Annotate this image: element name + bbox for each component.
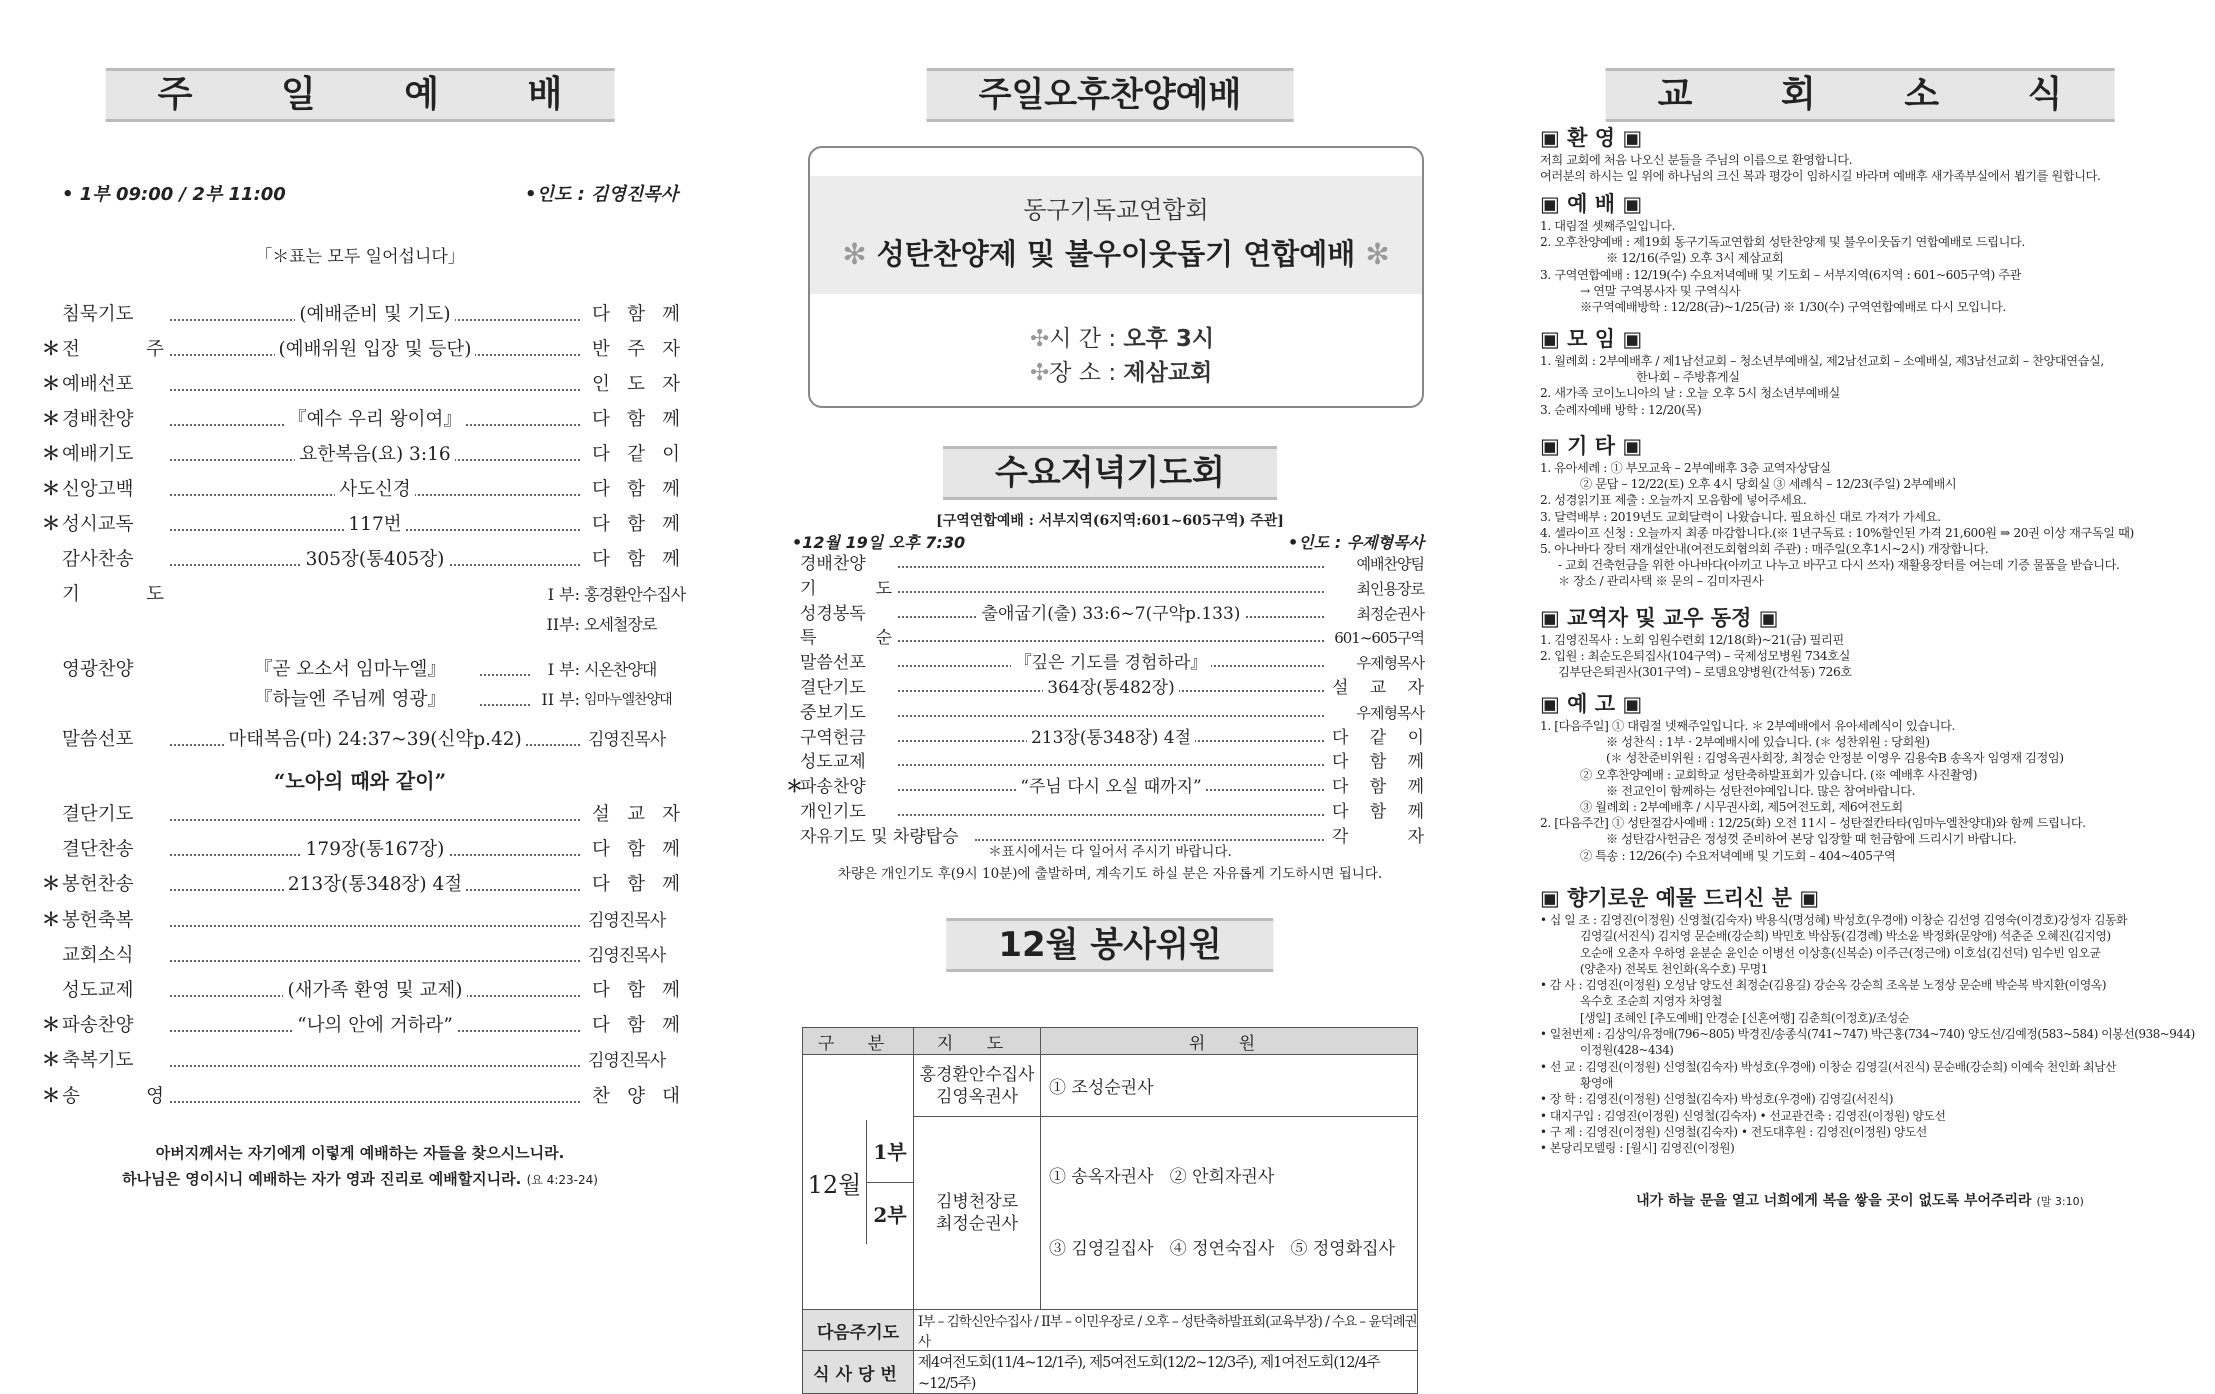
news-line: • 구 제 : 김영진(이정원) 신영철(김숙자) • 전도대후원 : 김영진(이정원) 양도선 [1540,1124,1927,1139]
standing-mark: ＊ [41,444,61,465]
sermon-label: 말씀선포 [62,729,134,750]
order-item-person: 설 교 자 [592,804,680,825]
order-item-row [40,405,680,435]
section-heading: ▣ 환 영 ▣ [1540,126,1643,150]
sunday-worship-column [40,0,686,1240]
order-item-content: 305장(통405장) [302,549,449,570]
offering-body [1540,912,2195,1156]
section-heading: ▣ 향기로운 예물 드리신 분 ▣ [1540,886,1820,910]
order-item-row [40,510,680,540]
sermon-title: “노아의 때와 같이” [273,769,447,793]
wednesday-item-row [800,602,1424,626]
asterisk-icon: ✻ [1355,237,1390,271]
order-item-person: 인 도 자 [592,374,680,395]
order-item-row [40,335,680,365]
order-item-person: 찬 양 대 [592,1085,680,1107]
meeting-body [1540,353,2180,418]
order-item-row [40,906,680,936]
news-line: [생일] 조혜인 [추도예배] 안경순 [신혼여행] 김춘희(이정호)/조성순 [1580,1010,1909,1025]
news-line: 저희 교회에 처음 나오신 분들을 주님의 이름으로 환영합니다. [1540,153,1853,167]
order-item-label: 침묵기도 [62,304,134,325]
news-line: 오순애 오춘자 우하영 윤분순 윤인순 이병선 이상흥(신복순) 이주근(정근애) 이호섭(김선덕) 임수빈 임오균 [1580,945,2101,960]
news-line: • 일천번제 : 김상익/유정애(796~805) 박경진/송종식(741~747) 박근홍(734~740) 양도선/김예정(583~584) 이봉선(938~944) [1540,1027,2195,1042]
union-organization: 동구기독교연합회 [1023,196,1209,224]
service-committee-table [802,1027,1418,1394]
glory-row-2 [40,685,680,715]
wednesday-item-label: 성도교제 [800,752,866,773]
order-item-row [40,976,680,1006]
order-item-content: 179장(통167장) [302,839,449,860]
wednesday-item-person: 각 자 [1332,826,1424,847]
order-item-label: 예배선포 [62,374,134,395]
order-item-row [40,440,680,470]
order-item-row [40,475,680,505]
order-item-person: 다 함 께 [592,409,680,430]
part-1-cell: 1부 [867,1120,913,1183]
standing-note: 「＊표는 모두 일어섭니다」 [255,247,465,267]
prayer-part2-name: 오세철장로 [584,615,657,634]
order-item-person: 다 함 께 [592,304,680,325]
standing-mark: ＊ [41,1085,61,1107]
standing-mark: ＊ [41,479,61,500]
wednesday-item-row [800,552,1424,576]
wednesday-item-content: “주님 다시 오실 때까지” [1016,777,1205,797]
service-leader: •인도 : 김영진목사 [525,184,678,205]
footer-reference: (말 3:10) [2036,1195,2084,1208]
standing-mark: ＊ [41,1015,61,1037]
wednesday-item-person: 다 같 이 [1332,727,1424,748]
order-item-person: 다 함 께 [592,549,680,570]
order-item-label: 봉헌축복 [62,909,134,931]
leader-name: 최정순권사 [935,1214,1019,1234]
prayer-label: 기 도 [62,584,164,605]
sunday-worship-title: 주 일 예 배 [106,68,615,122]
sermon-preacher: 김영진목사 [588,730,666,750]
service-committee-title: 12월 봉사위원 [946,918,1273,972]
section-worship [1540,190,2180,315]
footer-reference: (요 4:23-24) [526,1173,598,1187]
order-item-label: 축복기도 [62,1050,134,1072]
order-item-content: “나의 안에 거하라” [293,1015,457,1036]
order-item-person: 김영진목사 [588,945,666,966]
wednesday-time: •12월 19일 오후 7:30 [792,533,966,552]
order-item-label: 전 주 [62,339,164,360]
glory-part1-label: I 부: [547,660,580,679]
standing-mark: ＊ [41,514,61,535]
order-item-label: 성도교제 [62,980,134,1001]
news-line: • 대지구입 : 김영진(이정원) 신영철(김숙자) • 선교관건축 : 김영진(이정원) 양도선 [1540,1108,1946,1123]
news-line: • 선 교 : 김영진(이정원) 신영철(김숙자) 박성호(우경애) 이창순 김영길(서진식) 문순배(강순희) 이예숙 천인화 최남산 [1540,1059,2117,1074]
news-line: 김영길(서진식) 김지영 문순배(강순희) 박민호 박삼동(김경례) 박소윤 박정화(문양애) 석춘준 오혜진(김지영) [1580,929,2111,944]
wednesday-item-row [800,726,1424,750]
glory-part2-choir: 임마누엘찬양대 [584,692,672,708]
union-service-box [808,146,1424,408]
wednesday-item-person: 다 함 께 [1332,802,1424,822]
news-line: 1. 월례회 : 2부예배후 / 제1남선교회 – 청소년부예배실, 제2남선교회 – 소예배실, 제3남선교회 – 찬양대연습실, [1540,354,2104,368]
glory-song-2: 『하늘엔 주님께 영광』 [250,689,450,710]
wednesday-item-label: 경배찬양 [800,554,866,574]
order-item-label: 감사찬송 [62,549,134,570]
wednesday-prayer-title: 수요저녁기도회 [943,446,1277,500]
news-line: 2. 새가족 코이노니아의 날 : 오늘 오후 5시 청소년부예배실 [1540,386,1840,401]
prayer-part1-name: 홍경환안수집사 [584,585,686,604]
section-welcome [1540,124,2180,184]
wednesday-item-label: 파송찬양 [800,777,866,798]
leader-name: 홍경환안수집사 [919,1064,1035,1085]
table-cell [803,1055,914,1310]
order-item-person: 다 함 께 [592,839,680,861]
section-heading: ▣ 예 배 ▣ [1540,192,1643,216]
section-meeting [1540,325,2180,418]
news-line: 1. [다음주일] ① 대림절 넷째주일입니다. ＊ 2부예배에서 유아세례식이 있습니다. [1540,719,1956,733]
wednesday-item-label: 자유기도 및 차량탑승 [800,826,959,847]
news-line: 3. 순례자예배 방학 : 12/20(목) [1540,402,1702,417]
staff-body [1540,632,2180,681]
order-item-label: 봉헌찬송 [62,874,134,896]
wednesday-item-label: 구역헌금 [800,727,866,748]
news-line: 1. 유아세례 : ① 부모교육 – 2부예배후 3층 교역자상담실 [1540,461,1831,475]
order-item-row [40,1011,680,1041]
order-item-row [40,835,680,865]
part-2-cell: 2부 [873,1202,907,1227]
news-line: ※ 12/16(주일) 오후 3시 제삼교회 [1606,251,1784,266]
order-item-content: 117번 [344,514,405,535]
news-line: - 교회 건축헌금을 위한 아나바다(아끼고 나누고 바꾸고 다시 쓰자) 재활용장터를 여는데 기증 물품을 받습니다. [1558,558,2120,573]
wednesday-item-person: 다 함 께 [1332,777,1424,798]
sermon-row [40,725,680,755]
wednesday-item-row [800,750,1424,774]
next-prayer-value: I부 – 김학신안수집사 / II부 – 이민우장로 / 오후 – 성탄축하발표회(교육부장) / 수요 – 윤덕례권사 [914,1310,1418,1351]
order-item-label: 송 영 [62,1085,164,1107]
standing-mark: ＊ [41,874,61,896]
wednesday-item-label: 특 순 [800,628,892,649]
standing-mark: ＊ [786,777,803,798]
wednesday-item-content: 『깊은 기도를 경험하라』 [1011,653,1212,673]
church-news-title: 교 회 소 식 [1606,68,2115,122]
member-list: ③ 김영길집사 ④ 정연숙집사 ⑤ 정영화집사 [1049,1239,1395,1259]
news-line: → 연말 구역봉사자 및 구역식사 [1580,283,1741,298]
order-item-row [40,800,680,830]
column3-footer [1540,1190,2180,1210]
wednesday-item-person: 다 함 께 [1332,752,1424,773]
union-time: ✣시 간 : 오후 3시 [1030,326,1215,352]
news-line: 3. 구역연합예배 : 12/19(수) 수요저녁예배 및 기도회 – 서부지역(6지역 : 601~605구역) 주관 [1540,267,2022,282]
news-line: 여러분의 하시는 일 위에 하나님의 크신 복과 평강이 임하시길 바라며 예배후 새가족부실에서 뵙기를 원합니다. [1540,169,2101,184]
order-item-content: (예배준비 및 기도) [295,304,454,325]
news-line: 2. 입원 : 최순도은퇴집사(104구역) – 국제성모병원 734호실 [1540,649,1850,664]
order-item-person: 김영진목사 [588,1051,666,1072]
wednesday-vehicle-note: 차량은 개인기도 후(9시 10분)에 출발하며, 계속기도 하실 분은 자유롭게 기도하시면 됩니다. [837,866,1383,882]
order-item-person: 다 함 께 [592,479,680,500]
order-item-person: 다 함 께 [592,874,680,896]
glory-song-1: 『곧 오소서 임마누엘』 [250,659,450,680]
order-item-content: (예배위원 입장 및 등단) [275,339,476,360]
wednesday-item-content: 364장(통482장) [1043,678,1178,698]
wednesday-item-label: 중보기도 [800,702,866,723]
notice-body [1540,718,2180,864]
order-item-row [40,1046,680,1076]
asterisk-icon: ✻ [842,237,877,271]
leader-name: 김영옥권사 [935,1086,1019,1107]
worship-body [1540,218,2180,315]
order-item-content: (새가족 환영 및 교제) [283,980,466,1001]
union-place: ✣장 소 : 제삼교회 [1030,360,1213,386]
member-list: ① 송옥자권사 ② 안희자권사 [1049,1167,1275,1187]
footer-verse: 내가 하늘 문을 열고 너희에게 복을 쌓을 곳이 없도록 부어주리라 [1636,1193,2032,1209]
section-staff [1540,604,2180,681]
section-heading: ▣ 교역자 및 교우 동정 ▣ [1540,606,1779,630]
order-item-row [40,370,680,400]
meal-duty-value: 제4여전도회(11/4~12/1주), 제5여전도회(12/2~12/3주), 제1여전도회(12/4주~12/5주) [914,1351,1418,1394]
table-cell [914,1117,1041,1310]
prayer-part2-label: II부: [546,615,580,634]
service-times: • 1부 09:00 / 2부 11:00 [62,184,286,205]
order-item-label: 예배기도 [62,444,134,465]
table-header: 구 분 [803,1028,914,1055]
standing-mark: ＊ [41,409,61,430]
news-line: ② 문답 – 12/22(토) 오후 4시 당회실 ③ 세례식 – 12/23(주일) 2부예배시 [1580,477,1957,492]
wednesday-item-person: 설 교 자 [1332,678,1424,698]
news-line: • 십 일 조 : 김영진(이정원) 신영철(김숙자) 박용식(명성혜) 박성호(우경애) 이창순 김선영 김영숙(이경호)강성자 김동화 [1540,913,2128,927]
section-heading: ▣ 모 임 ▣ [1540,327,1643,351]
news-line: 김부단은퇴권사(301구역) – 로뎀요양병원(간석동) 726호 [1558,665,1852,680]
section-notice [1540,690,2180,864]
news-line: 이정원(428~434) [1580,1043,1674,1058]
order-item-label: 경배찬양 [62,409,134,430]
glory-part2-label: II 부: [541,690,580,709]
wednesday-host-note: [구역연합예배 : 서부지역(6지역:601~605구역) 주관] [936,513,1284,529]
news-line: 1. 대림절 셋째주일입니다. [1540,219,1675,233]
order-item-label: 교회소식 [62,944,134,966]
welcome-body [1540,152,2180,184]
news-line: 2. 오후찬양예배 : 제19회 동구기독교연합회 성탄찬양제 및 불우이웃돕기 연합예배로 드립니다. [1540,235,2025,250]
table-header: 위 원 [1041,1028,1418,1055]
wednesday-item-person: 예배찬양팀 [1356,555,1424,573]
wednesday-item-content: 213장(통348장) 4절 [1027,728,1195,748]
news-line: ※구역예배방학 : 12/28(금)~1/25(금) ※ 1/30(수) 구역연합예배로 다시 모입니다. [1580,300,2006,315]
order-item-label: 성시교독 [62,514,134,535]
standing-mark: ＊ [41,1050,61,1072]
wednesday-item-person: 최인용장로 [1356,579,1424,598]
wednesday-item-row [800,626,1424,650]
wednesday-item-label: 성경봉독 [800,603,866,624]
footer-line-2: 하나님은 영이시니 예배하는 자가 영과 진리로 예배할지니라. [122,1170,522,1188]
wednesday-item-person: 최정순권사 [1356,604,1424,623]
news-line: ② 오후찬양예배 : 교회학교 성탄축하발표회가 있습니다. (※ 예배후 사진촬영) [1580,767,1978,782]
section-etc [1540,432,2180,590]
order-item-label: 결단찬송 [62,839,134,861]
news-line: • 본당리모델링 : [월시] 김영진(이정원) [1540,1141,1735,1156]
news-line: 4. 셀라이프 신청 : 오늘까지 최종 마감합니다.(※ 1년구독료 : 10%할인된 가격 21,600원 ⇒ 20권 이상 재구독일 때) [1540,525,2134,540]
wednesday-item-row [800,651,1424,675]
glory-row [40,655,680,685]
wednesday-item-row [800,800,1424,824]
news-line: • 장 학 : 김영진(이정원) 신영철(김숙자) 박성호(우경애) 김영길(서진식) [1540,1092,1894,1107]
table-cell [914,1055,1041,1117]
standing-mark: ＊ [41,339,61,360]
wednesday-item-row [800,676,1424,700]
order-item-label: 파송찬양 [62,1015,134,1037]
wednesday-item-person: 601~605구역 [1334,629,1424,648]
leader-name: 김병천장로 [935,1192,1019,1212]
wednesday-item-row [800,701,1424,725]
order-item-label: 결단기도 [62,804,134,825]
order-item-row [40,300,680,330]
order-item-content: 213장(통348장) 4절 [284,874,466,895]
order-item-row [40,870,680,900]
standing-mark: ＊ [41,374,61,395]
order-item-person: 다 함 께 [592,514,680,535]
order-item-content: 요한복음(요) 3:16 [295,444,454,465]
news-line: (양춘자) 전복토 천인화(옥수호) 무명1 [1580,961,1768,976]
table-cell [1041,1117,1418,1310]
column1-footer [40,1140,680,1193]
section-offering [1540,884,2195,1156]
news-line: 한나회 – 주방휴게실 [1636,370,1740,385]
news-line: ※ 성탄감사헌금은 정성껏 준비하여 본당 입장할 때 헌금함에 드리시기 바랍니다. [1606,832,2017,847]
wednesday-leader: •인도 : 우제형목사 [1288,533,1424,552]
news-line: • 감 사 : 김영진(이정원) 오성남 양도선 최정순(김용길) 강순옥 강순희 조옥분 노정상 문순배 박순복 박지환(이영옥) [1540,978,2107,993]
news-line: 2. 성경읽기표 제출 : 오늘까지 모음함에 넣어주세요. [1540,493,1807,508]
news-line: 5. 아나바다 장터 재개설안내(여전도회협의회 주관) : 매주일(오후1시~2시) 개장합니다. [1540,542,1989,557]
news-line: 3. 달력배부 : 2019년도 교회달력이 나왔습니다. 필요하신 대로 가져가 가세요. [1540,509,1941,524]
order-item-person: 다 함 께 [592,1015,680,1037]
news-line: 1. 김영진목사 : 노회 임원수련회 12/18(화)~21(금) 필리핀 [1540,633,1844,647]
glory-label: 영광찬양 [62,659,134,680]
news-line: ② 특송 : 12/26(수) 수요저녁예배 및 기도회 – 404~405구역 [1580,848,1896,863]
wednesday-item-row [800,577,1424,601]
member-cell: ① 조성순권사 [1041,1055,1418,1117]
order-item-person: 반 주 자 [592,339,680,360]
order-item-row [40,941,680,971]
next-prayer-label: 다음주기도 [803,1310,914,1351]
news-line: ③ 월례회 : 2부예배후 / 시무권사회, 제5여전도회, 제6여전도회 [1580,800,1903,815]
news-line: 2. [다음주간] ① 성탄절감사예배 : 12/25(화) 오전 11시 – 성탄절칸타타(임마누엘찬양대)와 함께 드립니다. [1540,816,2086,831]
order-item-person: 김영진목사 [588,910,666,931]
order-item-person: 다 함 께 [592,980,680,1001]
wednesday-item-person: 우제형목사 [1356,654,1424,673]
prayer-row [40,580,686,610]
order-item-label: 신앙고백 [62,479,134,500]
wednesday-item-content: 출애굽기(출) 33:6~7(구약p.133) [978,604,1245,624]
news-line: 옥수호 조순희 지영자 차영철 [1580,994,1723,1009]
news-line: (＊ 성찬준비위원 : 김영옥권사회장, 최정순 안정분 이영우 김용숙B 송옥자 임영재 김정임) [1606,751,2064,766]
wednesday-item-label: 기 도 [800,578,892,599]
news-line: ※ 전교인이 함께하는 성탄전야예입니다. 많은 참여바랍니다. [1606,783,1916,798]
order-item-person: 다 같 이 [592,444,680,465]
news-line: ＊ 장소 / 관리사택 ※ 문의 – 김미자권사 [1558,574,1764,589]
church-news-column [1540,0,2195,1240]
afternoon-column [786,0,1430,1392]
order-item-content: 사도신경 [335,479,414,500]
news-line: ※ 성찬식 : 1부 · 2부예배시에 있습니다. (＊ 성찬위원 : 당회원) [1606,735,1930,750]
news-line: 황영애 [1580,1075,1613,1090]
footer-line-1: 아버지께서는 자기에게 이렇게 예배하는 자들을 찾으시느니라. [155,1144,565,1162]
section-heading: ▣ 기 타 ▣ [1540,434,1643,458]
meal-duty-label: 식사당번 [803,1351,914,1394]
sermon-scripture: 마태복음(마) 24:37~39(신약p.42) [224,729,525,750]
union-service-title: ✻ 성탄찬양제 및 불우이웃돕기 연합예배 ✻ [842,237,1390,271]
wednesday-item-row [786,775,1424,799]
wednesday-item-person: 우제형목사 [1356,703,1424,722]
glory-part1-choir: 시온찬양대 [584,660,657,679]
flower-icon: ✣ [1030,360,1050,386]
month-cell: 12월 [803,1120,867,1244]
wednesday-item-label: 결단기도 [800,678,866,698]
standing-mark: ＊ [41,909,61,931]
order-item-content: 『예수 우리 왕이여』 [284,409,466,430]
wednesday-standing-note: ＊표시에서는 다 일어서 주시기 바랍니다. [988,844,1232,860]
order-item-row [40,545,680,575]
table-header: 지 도 [914,1028,1041,1055]
prayer-row-2 [40,610,680,640]
etc-body [1540,460,2180,590]
afternoon-worship-title: 주일오후찬양예배 [927,68,1294,122]
wednesday-item-label: 개인기도 [800,802,866,822]
prayer-part1-label: I 부: [547,585,580,604]
section-heading: ▣ 예 고 ▣ [1540,692,1643,716]
order-item-row [40,1082,680,1112]
flower-icon: ✣ [1030,326,1050,352]
wednesday-item-label: 말씀선포 [800,653,866,674]
